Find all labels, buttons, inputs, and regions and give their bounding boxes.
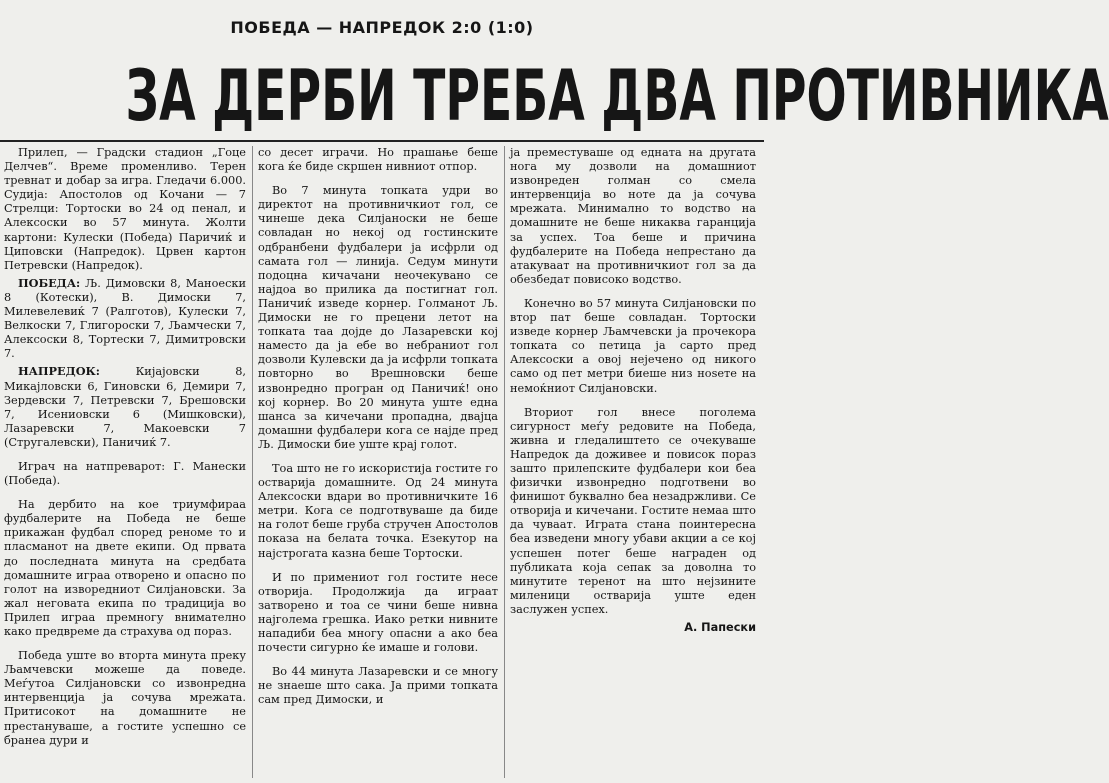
column-divider <box>504 146 505 778</box>
article-column-2 <box>258 146 498 710</box>
body-paragraph: со десет играчи. Но прашање беше кога ќе биде скршен нивниот отпор. <box>258 146 498 174</box>
body-paragraph: Вториот гол внесе поголема сигурност меѓу редовите на Победа, живна и гледалиштето се очекуваше Напредок да доживее и повисок пораз зашто прилепските фудбалери кои беа физички извонредно подготвени во финишот буквално беа незадржливи. Се отворија и кичечани. Гостите немаа што да чуваат. Играта стана поинтересна беа изведени многу убави акции а се кој успешен потег беше награден од публиката која сепак за доволна то минутите теренот на што нејзините миленици остварија уште еден заслужен успех. <box>510 405 756 616</box>
article-column-1 <box>4 146 246 751</box>
body-paragraph: И по примениот гол гостите несе отворија. Продолжија да играат затворено и тоа се чини беше нивна најголема грешка. Иако ретки нивните нападиби беа многу опасни а ако беа почести сигурно ќе имаше и голови. <box>258 570 498 655</box>
body-paragraph: Во 7 минута топката удри во директот на противничкиот гол, се чинеше дека Силјаноски не беше совладан но некој од гостинските одбранбени фудбалери ја исфрли од самата гол — линија. Седум минути подоцна кичачани неочекувано се најдоа во прилика да постигнат гол. Паничиќ изведе корнер. Голманот Љ. Димоски не го прецени летот на топката таа дојде до Лазаревски кој наместо да ја ебе во небраниот гол дозволи Кулевски да ја исфрли топката повторно во Врешновски беше извонредно програн од Паничиќ! оно кој корнер. Во 20 минута уште една шанса за кичечани пропадна, двајца домашни фудбалери кога се најде пред Љ. Димоски бие уште крај голот. <box>258 184 498 451</box>
article-headline: ЗА ДЕРБИ ТРЕБА ДВА ПРОТИВНИКА <box>125 55 1109 137</box>
column-divider <box>252 146 253 778</box>
body-paragraph: Во 44 минута Лазаревски и се многу не знаеше што сака. Ја прими топката сам пред Димоски, и <box>258 665 498 707</box>
napredok-label: НАПРЕДОК: <box>18 364 100 379</box>
body-paragraph: На дербито на кое триумфираа фудбалерите на Победа не беше прикажан фудбал според реноме то и пласманот на двете екипи. Од првата до последната минута на средбата домашните играа отворено и опасно по голот на изворедниот Силјановски. За жал неговата екипа по традиција во Прилеп играа премногу внимателно како предвреме да страхува од пораз. <box>4 498 246 638</box>
headline-rule <box>0 140 764 142</box>
pobeda-label: ПОБЕДА: <box>18 275 81 290</box>
napredok-players: Кијајовски 8, Микајловски 6, Гиновски 6, Демири 7, Зердевски 7, Петревски 7, Брешовски 7, Исениовски 6 (Мишковски), Лазаревски 7, Макоевски 7 (Стругалевски), Паничиќ 7. <box>4 365 246 449</box>
match-score-kicker: ПОБЕДА — НАПРЕДОК 2:0 (1:0) <box>230 18 534 37</box>
author-signature: А. Папески <box>684 621 756 634</box>
body-paragraph: Победа уште во вторта минута преку Љамчевски можеше да поведе. Меѓутоа Силјановски со извонредна интервенција ја сочува мрежата. Притисокот на домашните не престануваше, а гостите успешно се бранеа дури и <box>4 649 246 747</box>
pobeda-players: Љ. Димовски 8, Маноески 8 (Котески), В. Димоски 7, Милевелевиќ 7 (Ралготов), Кулески 7, Велкоски 7, Глигороски 7, Љамчески 7, Алексоски 8, Тортески 7, Димитровски 7. <box>4 276 246 361</box>
pobeda-lineup <box>4 276 246 362</box>
player-of-match: Играч на натпреварот: Г. Манески (Победа). <box>4 459 246 488</box>
article-column-3 <box>510 146 756 635</box>
match-facts: Прилеп, — Градски стадион „Гоце Делчев“. Време променливо. Терен тревнат и добар за игра. Гледачи 6.000. Судија: Апостолов од Кочани — 7 Стрелци: Тортоски во 24 од пенал, и Алексоски во 57 минута. Жолти картони: Кулески (Победа) Паричиќ и Циповски (Напредок). Црвен картон Петревски (Напредок). <box>4 146 246 272</box>
body-paragraph: Конечно во 57 минута Силјановски по втор пат беше совладан. Тортоски изведе корнер Љамчевски ја прочекора топката со петица ја сарто пред Алексоски а овој нејечено од никого само од пет метри биеше низ ноѕете на немоќниот Силјановски. <box>510 296 756 395</box>
napredok-lineup <box>4 364 246 450</box>
body-paragraph: Тоа што не го искористија гостите го оствариja домашните. Од 24 минута Алексоски вдари во противничките 16 метри. Кога се подготвуваше да биде на голот беше груба стручен Апостолов показа на белата точка. Езекутор на најстрогата казна беше Тортоски. <box>258 461 498 560</box>
body-paragraph: ја преместуваше од едната на другата нога му дозволи на домашниот извонреден голман со смела интервенција во ноте да ја сочува мрежата. Минимално то водство на домашните не беше никаква гаранција за успех. Тоа беше и причина фудбалерите на Победа непрестано да атакуваат на противничкиот гол за да обезбедат повисоко водство. <box>510 146 756 286</box>
